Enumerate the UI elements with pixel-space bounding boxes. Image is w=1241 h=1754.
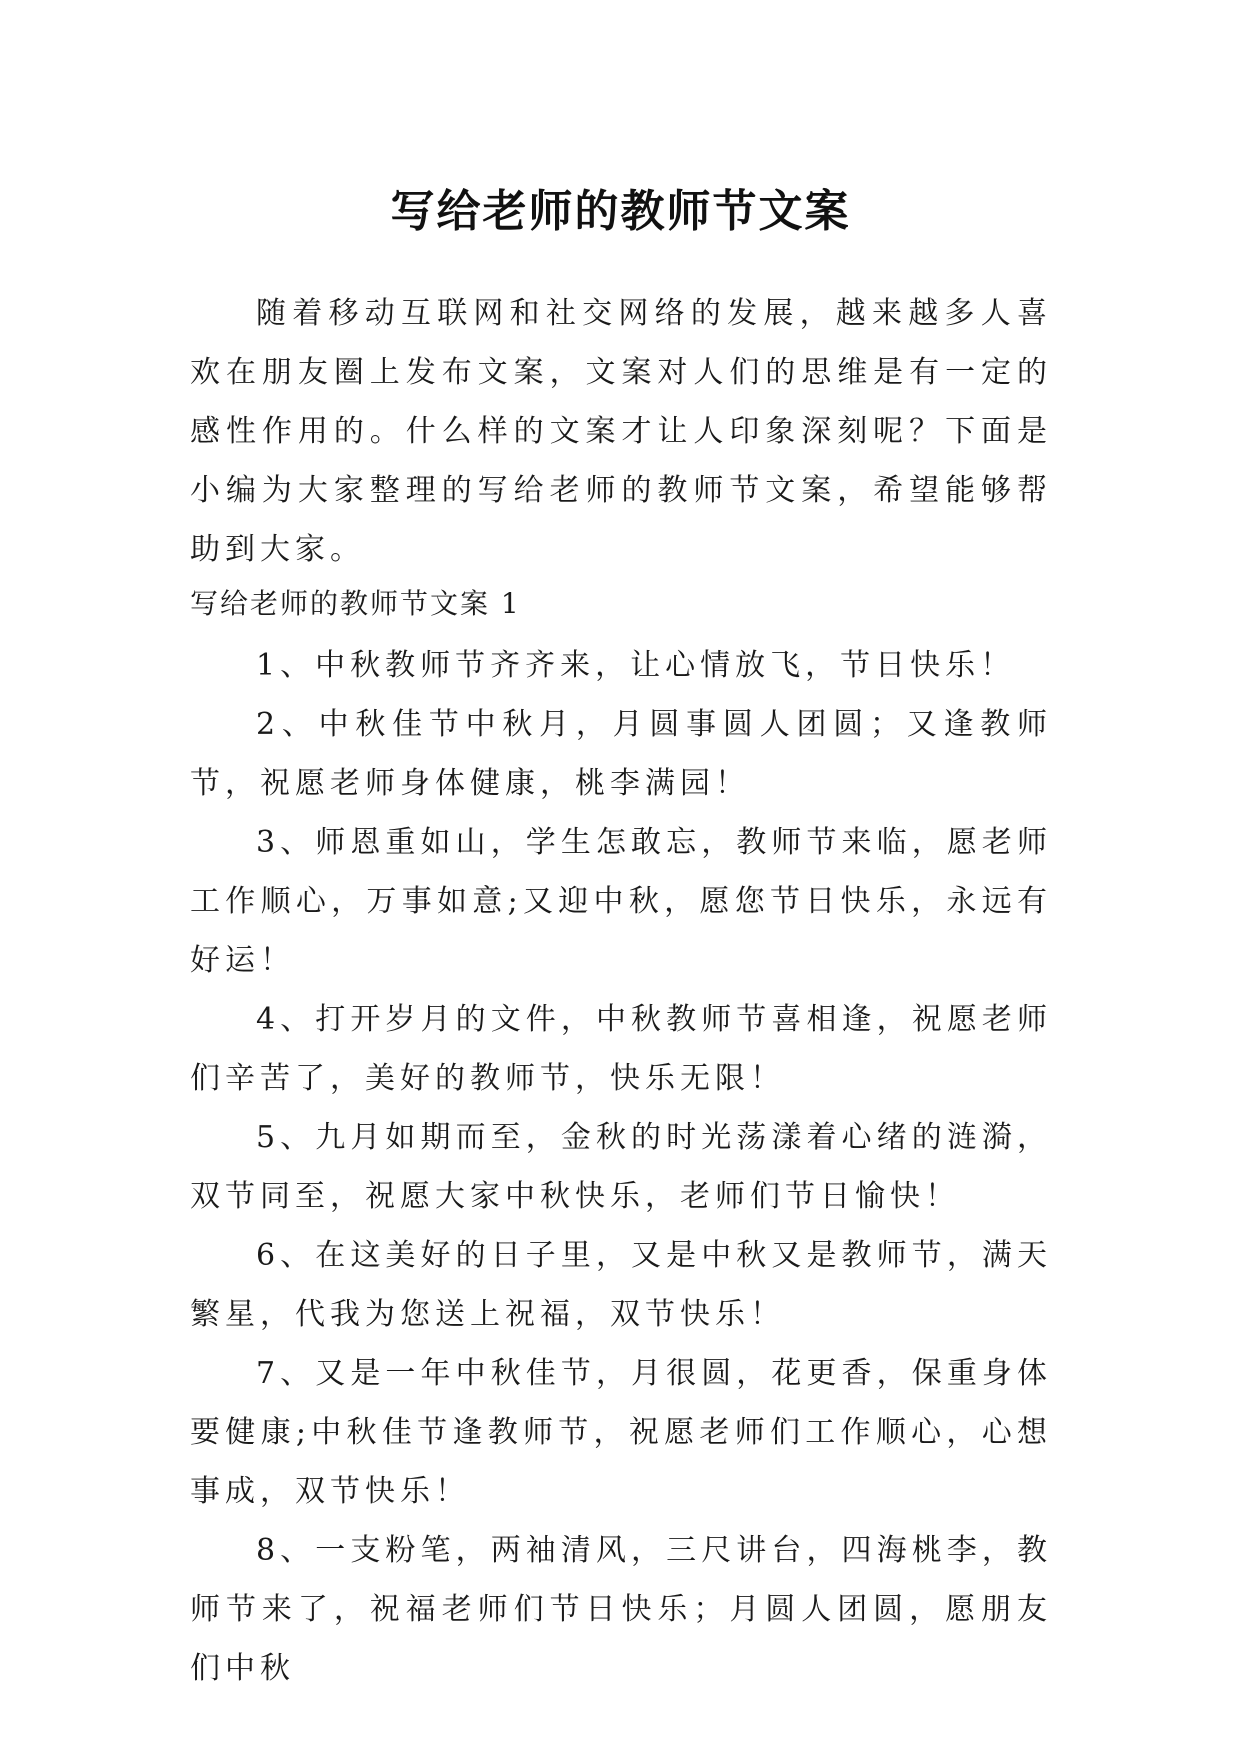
greeting-list — [190, 636, 1052, 1698]
list-item: 7、又是一年中秋佳节，月很圆，花更香，保重身体要健康;中秋佳节逢教师节，祝愿老师们工作顺心，心想事成，双节快乐！ — [190, 1356, 1052, 1509]
list-item: 3、师恩重如山，学生怎敢忘，教师节来临，愿老师工作顺心，万事如意;又迎中秋，愿您节日快乐，永远有好运！ — [190, 825, 1052, 978]
list-item: 2、中秋佳节中秋月，月圆事圆人团圆；又逢教师节，祝愿老师身体健康，桃李满园！ — [190, 707, 1052, 801]
document-title: 写给老师的教师节文案 — [390, 186, 851, 238]
list-item: 4、打开岁月的文件，中秋教师节喜相逢，祝愿老师们辛苦了，美好的教师节，快乐无限！ — [190, 1002, 1052, 1096]
list-item: 6、在这美好的日子里，又是中秋又是教师节，满天繁星，代我为您送上祝福，双节快乐！ — [190, 1238, 1052, 1332]
list-item: 8、一支粉笔，两袖清风，三尺讲台，四海桃李，教师节来了，祝福老师们节日快乐；月圆人团圆，愿朋友们中秋 — [190, 1533, 1052, 1686]
list-item: 1、中秋教师节齐齐来，让心情放飞，节日快乐！ — [256, 648, 1016, 683]
list-item: 5、九月如期而至，金秋的时光荡漾着心绪的涟漪，双节同至，祝愿大家中秋快乐，老师们节日愉快！ — [190, 1120, 1052, 1214]
intro-paragraph: 随着移动互联网和社交网络的发展，越来越多人喜欢在朋友圈上发布文案，文案对人们的思维是有一定的感性作用的。什么样的文案才让人印象深刻呢？下面是小编为大家整理的写给老师的教师节文案，希望能够帮助到大家。 — [190, 296, 1052, 567]
section-heading: 写给老师的教师节文案 1 — [190, 587, 521, 620]
